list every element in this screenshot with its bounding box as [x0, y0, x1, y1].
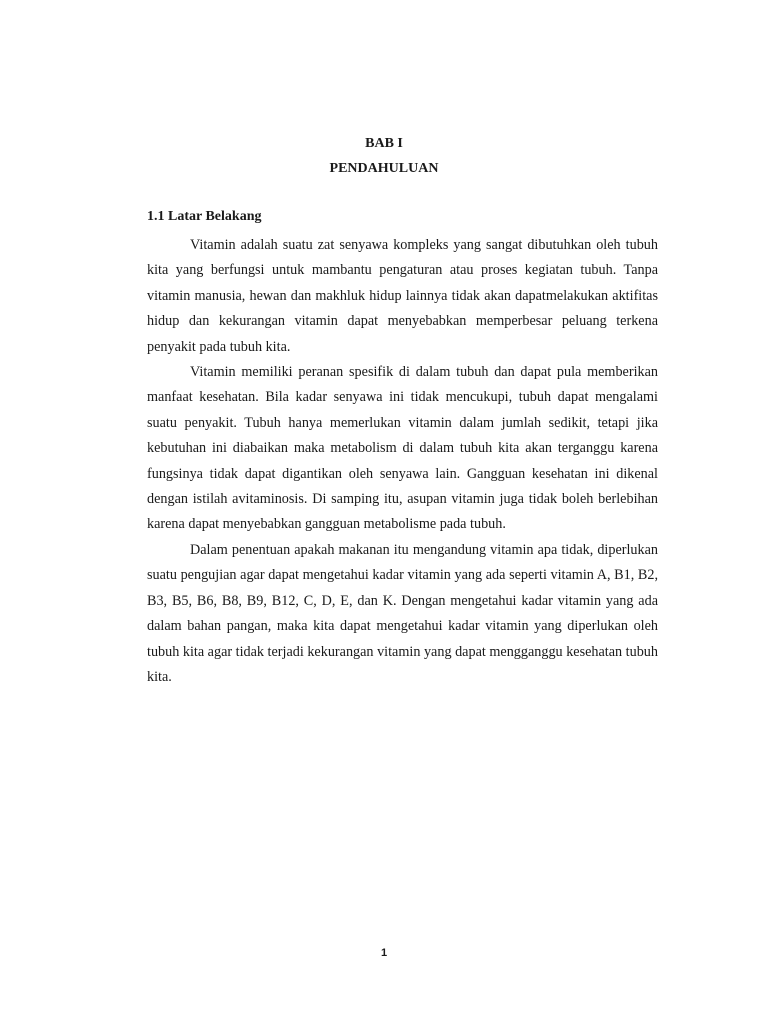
- paragraph-2: Vitamin memiliki peranan spesifik di dalam tubuh dan dapat pula memberikan manfaat kesehatan. Bila kadar senyawa ini tidak mencukupi, tubuh dapat mengalami suatu penyakit. Tubuh hanya memerlukan vitamin dalam jumlah sedikit, tetapi jika kebutuhan ini diabaikan maka metabolism di dalam tubuh kita akan terganggu karena fungsinya tidak dapat digantikan oleh senyawa lain. Gangguan kesehatan ini dikenal dengan istilah avitaminosis. Di samping itu, asupan vitamin juga tidak boleh berlebihan karena dapat menyebabkan gangguan metabolisme pada tubuh.: [147, 364, 658, 533]
- section-heading: 1.1 Latar Belakang: [147, 209, 262, 224]
- body-text: [147, 233, 658, 690]
- paragraph-1: Vitamin adalah suatu zat senyawa kompleks yang sangat dibutuhkan oleh tubuh kita yang berfungsi untuk mambantu pengaturan atau proses kegiatan tubuh. Tanpa vitamin manusia, hewan dan makhluk hidup lainnya tidak akan dapatmelakukan aktifitas hidup dan kekurangan vitamin dapat menyebabkan memperbesar peluang terkena penyakit pada tubuh kita.: [147, 237, 658, 355]
- chapter-number: BAB I: [365, 136, 403, 151]
- page-number: 1: [380, 947, 388, 959]
- chapter-title: PENDAHULUAN: [329, 161, 439, 176]
- paragraph-3: Dalam penentuan apakah makanan itu mengandung vitamin apa tidak, diperlukan suatu pengujian agar dapat mengetahui kadar vitamin yang ada seperti vitamin A, B1, B2, B3, B5, B6, B8, B9, B12, C, D, E, dan K. Dengan mengetahui kadar vitamin yang ada dalam bahan pangan, maka kita dapat mengetahui kadar vitamin yang diperlukan oleh tubuh kita agar tidak terjadi kekurangan vitamin yang dapat mengganggu kesehatan tubuh kita.: [147, 541, 658, 685]
